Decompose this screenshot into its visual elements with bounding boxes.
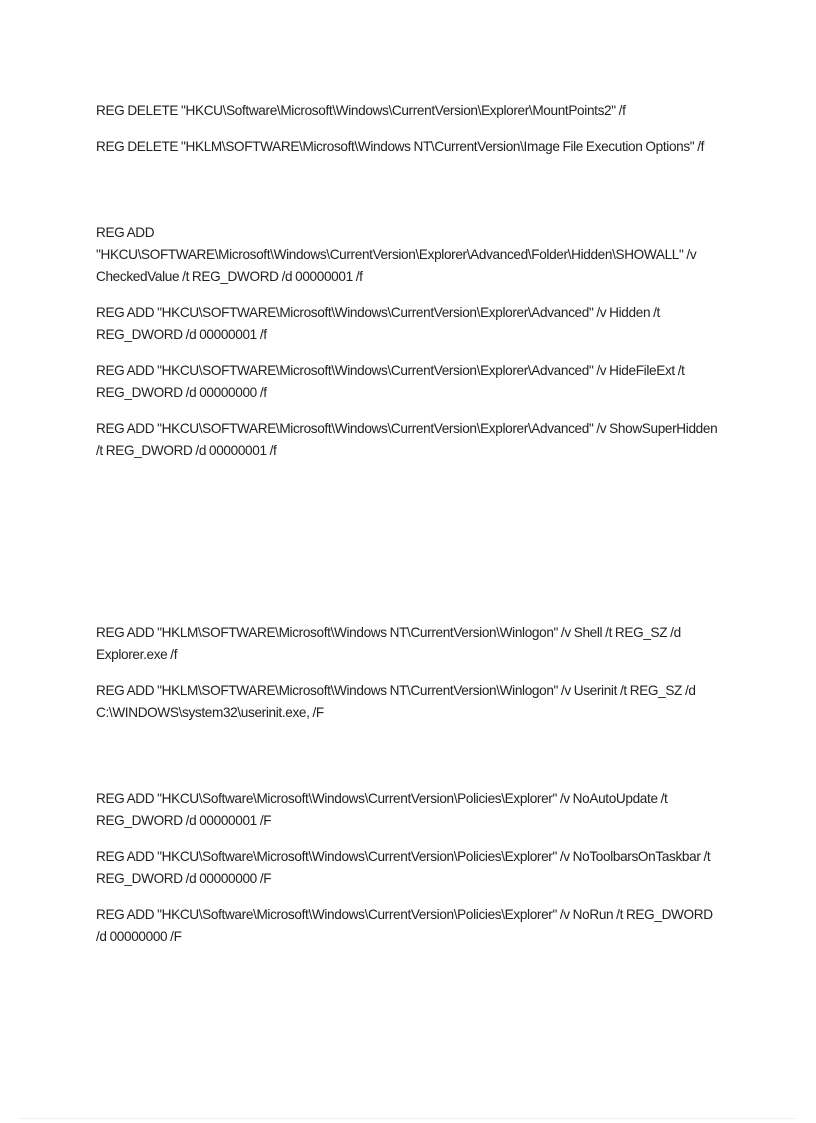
command-add-showsuperhidden: REG ADD "HKCU\SOFTWARE\Microsoft\Windows\CurrentVersion\Explorer\Advanced" /v ShowSuperHidden /t REG_DWORD /d 00000001 /f [96, 421, 718, 458]
command-delete-mountpoints2: REG DELETE "HKCU\Software\Microsoft\Windows\CurrentVersion\Explorer\MountPoints2" /f [96, 103, 626, 118]
command-add-noautoupdate: REG ADD "HKCU\Software\Microsoft\Windows\CurrentVersion\Policies\Explorer" /v NoAutoUpdate /t REG_DWORD /d 00000001 /F [96, 791, 668, 828]
command-add-winlogon-shell: REG ADD "HKLM\SOFTWARE\Microsoft\Windows NT\CurrentVersion\Winlogon" /v Shell /t REG_SZ /d Explorer.exe /f [96, 625, 681, 662]
command-add-winlogon-userinit: REG ADD "HKLM\SOFTWARE\Microsoft\Windows NT\CurrentVersion\Winlogon" /v Userinit /t REG_SZ /d C:\WINDOWS\system32\userinit.exe, /F [96, 683, 696, 720]
blank-space [96, 172, 718, 222]
blank-space [96, 738, 718, 788]
document-body [96, 100, 718, 962]
blank-space [96, 476, 718, 622]
page-bottom-edge [20, 1118, 796, 1119]
command-add-hidefileext: REG ADD "HKCU\SOFTWARE\Microsoft\Windows\CurrentVersion\Explorer\Advanced" /v HideFileExt /t REG_DWORD /d 00000000 /f [96, 363, 685, 400]
command-add-showall-checkedvalue: REG ADD "HKCU\SOFTWARE\Microsoft\Windows\CurrentVersion\Explorer\Advanced\Folder\Hidden\SHOWALL" /v CheckedValue /t REG_DWORD /d 00000001 /f [96, 225, 697, 284]
command-add-notoolbarsontaskbar: REG ADD "HKCU\Software\Microsoft\Windows\CurrentVersion\Policies\Explorer" /v NoToolbarsOnTaskbar /t REG_DWORD /d 00000000 /F [96, 849, 711, 886]
command-add-norun: REG ADD "HKCU\Software\Microsoft\Windows\CurrentVersion\Policies\Explorer" /v NoRun /t REG_DWORD /d 00000000 /F [96, 907, 713, 944]
command-add-hidden: REG ADD "HKCU\SOFTWARE\Microsoft\Windows\CurrentVersion\Explorer\Advanced" /v Hidden /t REG_DWORD /d 00000001 /f [96, 305, 660, 342]
command-delete-image-file-execution-options: REG DELETE "HKLM\SOFTWARE\Microsoft\Windows NT\CurrentVersion\Image File Execution Options" /f [96, 139, 705, 154]
